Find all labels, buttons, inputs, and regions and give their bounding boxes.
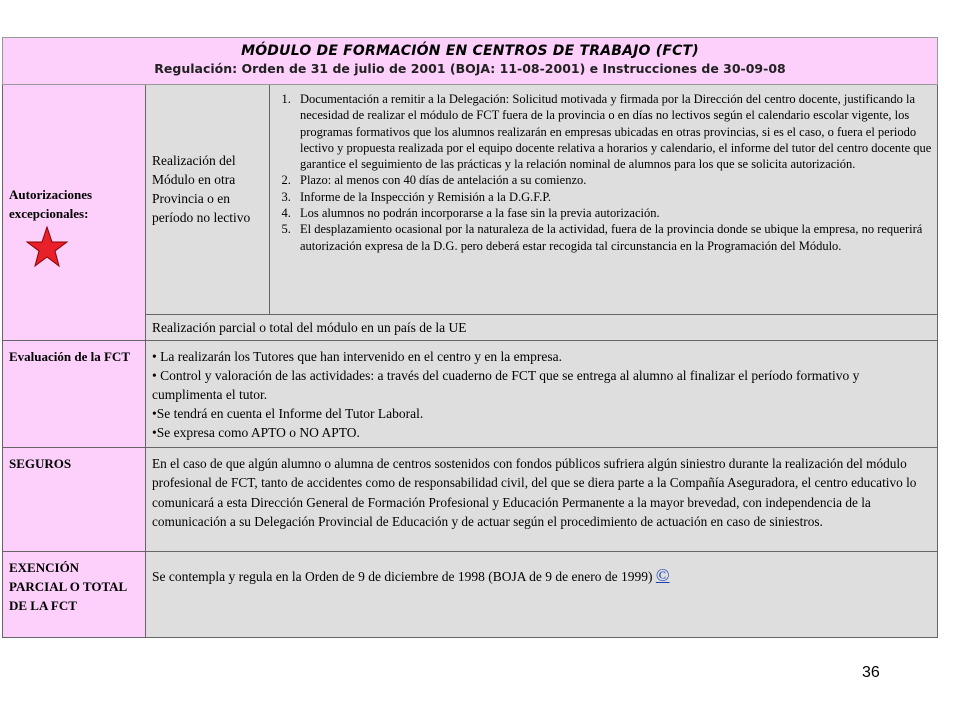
sub-label: Realización del Módulo en otra Provincia o en período no lectivo (152, 153, 251, 225)
copyright-link[interactable]: © (655, 565, 670, 585)
evaluacion-label-cell (2, 341, 146, 448)
docs-list (270, 91, 937, 254)
star-icon (26, 226, 68, 268)
seguros-label-cell (2, 448, 146, 552)
regulation-subtitle: Regulación: Orden de 31 de julio de 2001 (BOJA: 11-08-2001) e Instrucciones de 30-09-08 (154, 61, 786, 76)
seguros-text: En el caso de que algún alumno o alumna de centros sostenidos con fondos públicos sufriera algún siniestro durante la realización del módulo profesional de FCT, tanto de accidentes como de responsabilidad civil, del que se diera parte a la Compañía Aseguradora, el centro educativo lo comunicará a esta Dirección General de Formación Profesional y Educación Permanente a la mayor brevedad, con independencia de la comunicación a su Delegación Provincial de Educación y de actuar según el procedimiento de actuación en caso de siniestros. (152, 456, 917, 530)
list-item: • La realizarán los Tutores que han intervenido en el centro y en la empresa. (152, 349, 562, 364)
list-item: 2. Plazo: al menos con 40 días de antelación a su comienzo. (294, 172, 937, 188)
module-title: MÓDULO DE FORMACIÓN EN CENTROS DE TRABAJO (FCT) (241, 43, 699, 59)
list-item: • Control y valoración de las actividades: a través del cuaderno de FCT que se entrega al alumno al finalizar el período formativo y cumplimenta el tutor. (152, 368, 860, 402)
partial-text: Realización parcial o total del módulo en un país de la UE (152, 320, 467, 335)
header-banner (2, 37, 938, 85)
list-item: •Se expresa como APTO o NO APTO. (152, 425, 360, 440)
exencion-text: Se contempla y regula en la Orden de 9 de diciembre de 1998 (BOJA de 9 de enero de 1999) (152, 569, 656, 584)
seguros-cell (146, 448, 938, 552)
list-item: 4. Los alumnos no podrán incorporarse a la fase sin la previa autorización. (294, 205, 937, 221)
evaluacion-label: Evaluación de la FCT (9, 349, 130, 364)
autorizaciones-label-cell (2, 85, 146, 341)
evaluacion-cell (146, 341, 938, 448)
seguros-label: SEGUROS (9, 456, 72, 471)
list-item: 1. Documentación a remitir a la Delegación: Solicitud motivada y firmada por la Dirección del centro docente, justificando la necesidad de realizar el módulo de FCT fuera de la provincia o en días no lectivos según el calendario escolar vigente, los programas formativos que los alumnos realizarán en empresas ubicadas en otras provincias, si es el caso, o fuera el periodo lectivo y propuesta realizada por el equipo docente relativa a horarios y calendario, el informe del tutor del centro docente que garantice el seguimiento de las prácticas y la relación nominal de alumnos para los que se solicita autorización. (294, 91, 937, 172)
page-number: 36 (862, 664, 880, 681)
autorizaciones-label: Autorizaciones excepcionales: (9, 187, 93, 221)
exencion-label: EXENCIÓN PARCIAL O TOTAL DE LA FCT (9, 560, 127, 613)
exencion-cell (146, 552, 938, 638)
list-item: 3. Informe de la Inspección y Remisión a la D.G.F.P. (294, 189, 937, 205)
sub-label-cell (146, 85, 270, 315)
partial-cell (146, 315, 938, 341)
exencion-label-cell (2, 552, 146, 638)
docs-cell (270, 85, 938, 315)
list-item: •Se tendrá en cuenta el Informe del Tutor Laboral. (152, 406, 424, 421)
list-item: 5. El desplazamiento ocasional por la naturaleza de la actividad, fuera de la provincia donde se ubique la empresa, no requerirá autorización expresa de la D.G. pero deberá estar recogida tal circunstancia en la Programación del Módulo. (294, 221, 937, 254)
